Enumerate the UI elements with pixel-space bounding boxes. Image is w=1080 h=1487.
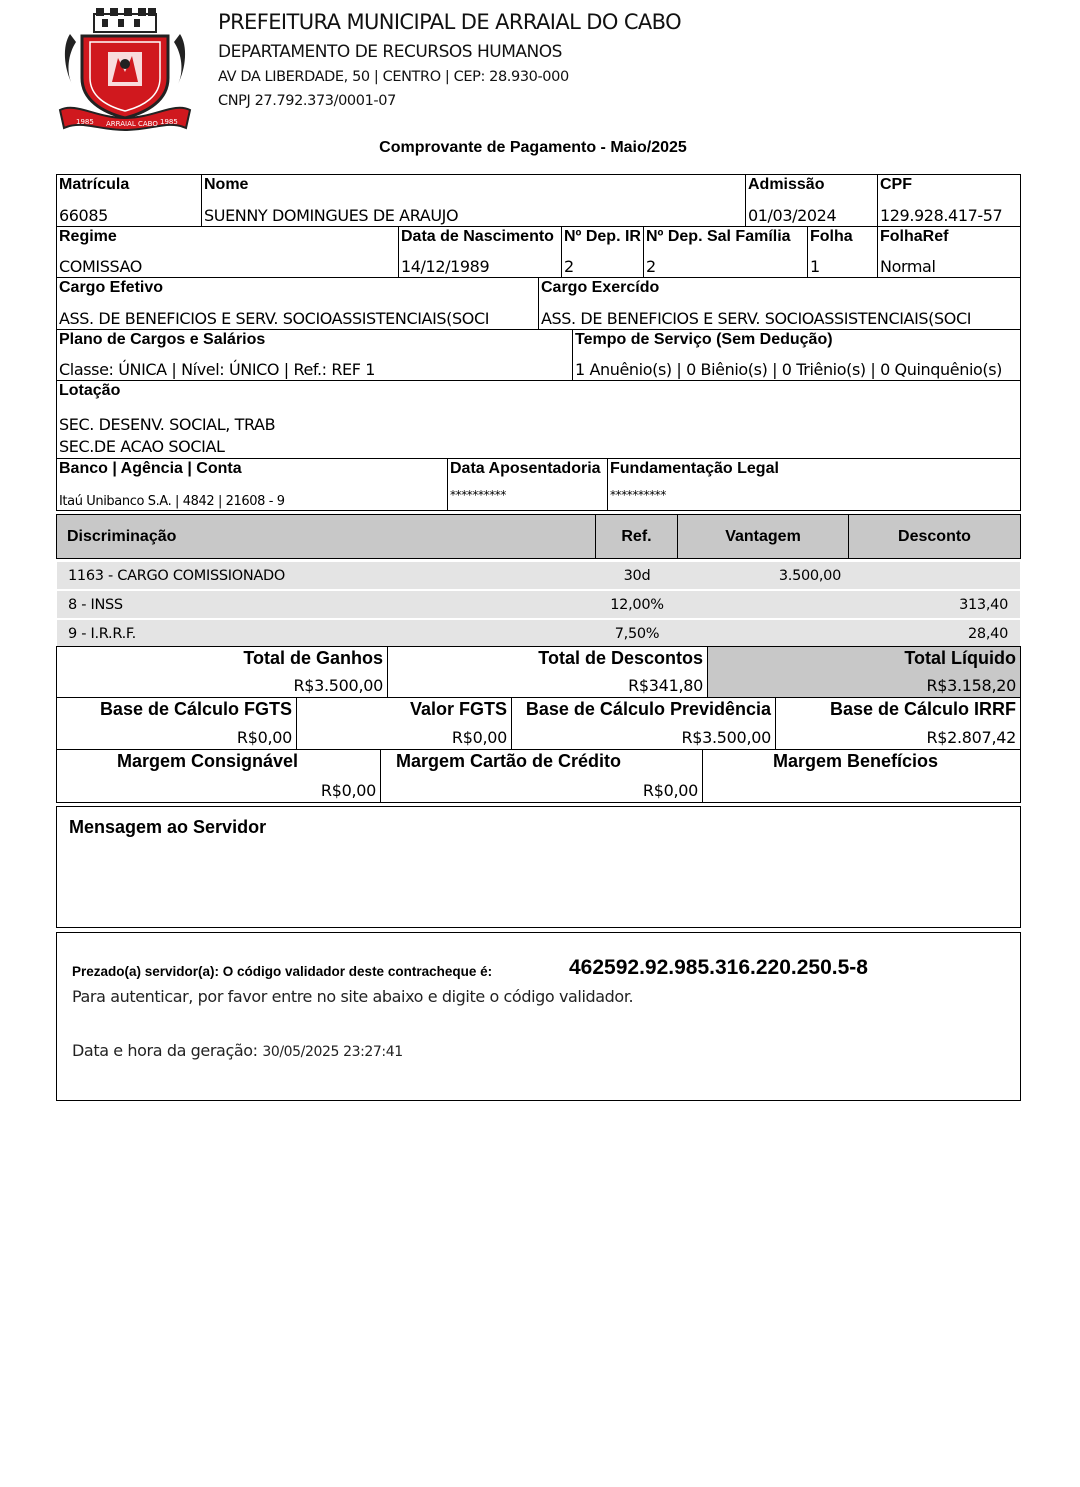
- col-desconto: Desconto: [898, 527, 971, 545]
- banco-value: Itaú Unibanco S.A. | 4842 | 21608 - 9: [59, 494, 285, 509]
- col-vantagem: Vantagem: [678, 515, 849, 558]
- generation-info: [72, 1041, 403, 1060]
- cargo-efetivo-label: Cargo Efetivo: [59, 279, 164, 296]
- generation-label: Data e hora da geração:: [72, 1041, 258, 1060]
- item-desconto: 313,40: [959, 597, 1008, 613]
- folha-label: Folha: [810, 228, 853, 245]
- table-row: [57, 591, 1020, 618]
- document-title: Comprovante de Pagamento - Maio/2025: [379, 139, 687, 156]
- base-fgts-value: R$0,00: [236, 728, 292, 747]
- col-discriminacao: Discriminação: [57, 515, 596, 558]
- validation-code: 462592.92.985.316.220.250.5-8: [569, 956, 868, 979]
- item-ref: 12,00%: [610, 597, 664, 613]
- org-cnpj: CNPJ 27.792.373/0001-07: [218, 93, 396, 109]
- cargo-exercido-label: Cargo Exercído: [541, 279, 660, 296]
- row-lotacao: [56, 380, 1021, 459]
- item-vantagem: 3.500,00: [778, 568, 841, 584]
- dep-ir-label: Nº Dep. IR: [564, 228, 641, 245]
- lotacao-line-1: SEC. DESENV. SOCIAL, TRAB: [59, 415, 276, 434]
- bases-row: [56, 697, 1021, 750]
- total-ganhos-value: R$3.500,00: [293, 676, 383, 695]
- nascimento-value: 14/12/1989: [401, 257, 490, 276]
- banco-label: Banco | Agência | Conta: [59, 460, 242, 477]
- crest-right-date: 1985: [160, 118, 178, 126]
- valor-fgts-label: Valor FGTS: [409, 699, 507, 719]
- generation-datetime: 30/05/2025 23:27:41: [262, 1044, 403, 1060]
- row-cargo: [56, 277, 1021, 330]
- base-prev-label: Base de Cálculo Previdência: [525, 699, 771, 719]
- cpf-value: 129.928.417-57: [880, 206, 1003, 225]
- valor-fgts-value: R$0,00: [451, 728, 507, 747]
- total-ganhos-label: Total de Ganhos: [243, 648, 383, 668]
- folha-value: 1: [810, 257, 820, 276]
- base-prev-value: R$3.500,00: [681, 728, 771, 747]
- item-disc: 8 - INSS: [68, 597, 123, 613]
- tempo-label: Tempo de Serviço (Sem Dedução): [575, 331, 833, 348]
- aposentadoria-label: Data Aposentadoria: [450, 460, 601, 477]
- message-label: Mensagem ao Servidor: [69, 817, 267, 837]
- table-row: [57, 562, 1020, 589]
- margem-cartao-value: R$0,00: [642, 781, 698, 800]
- total-liquido-label: Total Líquido: [904, 648, 1016, 668]
- total-liquido-value: R$3.158,20: [926, 676, 1016, 695]
- margem-cartao-label: Margem Cartão de Crédito: [396, 751, 622, 771]
- margem-consig-label: Margem Consignável: [117, 751, 299, 771]
- margem-consig-value: R$0,00: [320, 781, 376, 800]
- cargo-efetivo-value: ASS. DE BENEFICIOS E SERV. SOCIOASSISTENCIAIS(SOCI: [59, 309, 490, 328]
- table-row: [57, 620, 1020, 647]
- item-disc: 1163 - CARGO COMISSIONADO: [68, 568, 285, 584]
- row-matricula: [56, 174, 1021, 227]
- base-fgts-label: Base de Cálculo FGTS: [99, 699, 292, 719]
- row-plano: [56, 329, 1021, 381]
- plano-value: Classe: ÚNICA | Nível: ÚNICO | Ref.: REF 1: [59, 360, 376, 379]
- regime-label: Regime: [59, 228, 117, 245]
- message-box: [56, 806, 1021, 928]
- admissao-label: Admissão: [748, 176, 825, 193]
- cargo-exercido-value: ASS. DE BENEFICIOS E SERV. SOCIOASSISTENCIAIS(SOCI: [541, 309, 972, 328]
- lotacao-label: Lotação: [59, 382, 121, 399]
- item-ref: 7,50%: [614, 626, 660, 642]
- folharef-value: Normal: [880, 257, 936, 276]
- cpf-label: CPF: [880, 176, 912, 193]
- total-descontos-value: R$341,80: [628, 676, 703, 695]
- org-name: PREFEITURA MUNICIPAL DE ARRAIAL DO CABO: [218, 10, 682, 34]
- folharef-label: FolhaRef: [880, 228, 949, 245]
- org-address: AV DA LIBERDADE, 50 | CENTRO | CEP: 28.930-000: [218, 69, 569, 85]
- fundamentacao-label: Fundamentação Legal: [610, 460, 779, 477]
- crest-logo: [56, 6, 194, 132]
- aposentadoria-value: **********: [450, 488, 507, 502]
- dept-name: DEPARTAMENTO DE RECURSOS HUMANOS: [218, 42, 562, 62]
- validation-instructions: Para autenticar, por favor entre no site abaixo e digite o código validador.: [72, 987, 634, 1006]
- base-irrf-value: R$2.807,42: [926, 728, 1016, 747]
- regime-value: COMISSAO: [59, 257, 142, 276]
- dep-ir-value: 2: [564, 257, 574, 276]
- validation-box: [56, 932, 1021, 1101]
- matricula-label: Matrícula: [59, 176, 130, 193]
- items-header: [56, 514, 1021, 559]
- item-disc: 9 - I.R.R.F.: [68, 626, 136, 642]
- plano-label: Plano de Cargos e Salários: [59, 331, 266, 348]
- matricula-value: 66085: [59, 206, 108, 225]
- dep-sal-value: 2: [646, 257, 656, 276]
- row-banco: [56, 458, 1021, 511]
- dep-sal-label: Nº Dep. Sal Família: [646, 228, 791, 245]
- col-ref: Ref.: [596, 515, 678, 558]
- item-ref: 30d: [623, 568, 651, 584]
- nome-value: SUENNY DOMINGUES DE ARAUJO: [204, 206, 459, 225]
- nascimento-label: Data de Nascimento: [401, 228, 554, 245]
- crest-left-date: 1985: [76, 118, 94, 126]
- admissao-value: 01/03/2024: [748, 206, 837, 225]
- crest-motto: ARRAIAL CABO: [106, 120, 158, 128]
- fundamentacao-value: **********: [610, 488, 667, 502]
- row-regime: [56, 226, 1021, 278]
- total-descontos-label: Total de Descontos: [538, 648, 703, 668]
- base-irrf-label: Base de Cálculo IRRF: [829, 699, 1016, 719]
- lotacao-line-2: SEC.DE ACAO SOCIAL: [59, 437, 225, 456]
- validation-intro: Prezado(a) servidor(a): O código validador deste contracheque é:: [72, 964, 493, 979]
- margens-row: [56, 749, 1021, 803]
- item-desconto: 28,40: [967, 626, 1008, 642]
- totals-row: [56, 646, 1021, 698]
- nome-label: Nome: [204, 176, 249, 193]
- tempo-value: 1 Anuênio(s) | 0 Biênio(s) | 0 Triênio(s) | 0 Quinquênio(s): [575, 360, 1003, 379]
- margem-benef-label: Margem Benefícios: [773, 751, 939, 771]
